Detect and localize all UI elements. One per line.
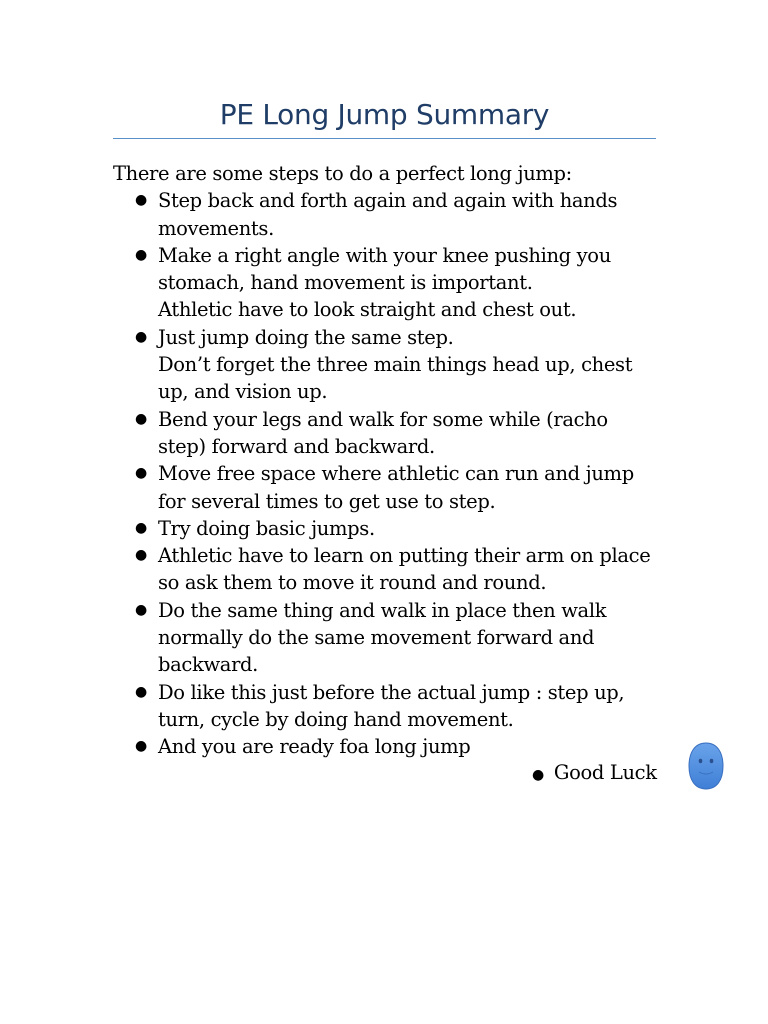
list-item-line: turn, cycle by doing hand movement. [158,707,514,731]
list-item-line: Just jump doing the same step. [158,325,454,349]
bullet-icon: ● [135,519,147,536]
list-item-line: Athletic have to learn on putting their arm on place [158,544,651,568]
closing-text: Good Luck [553,761,657,784]
bullet-icon: ● [135,738,147,755]
list-item-line: Don’t forget the three main things head up, chest [158,353,633,377]
bullet-icon: ● [135,246,147,263]
list-item-line: And you are ready foa long jump [158,735,471,759]
list-item-line: Do like this just before the actual jump : step up, [158,680,625,704]
list-item-line: Make a right angle with your knee pushing you [158,243,611,267]
bullet-icon: ● [135,601,147,618]
list-item [113,406,658,461]
list-item-line: Bend your legs and walk for some while (racho [158,407,608,431]
list-item [113,460,658,515]
intro-paragraph: There are some steps to do a perfect long jump: [113,162,572,185]
list-item [113,733,658,760]
document-body [113,160,658,761]
bullet-icon: ● [532,767,544,783]
list-item [113,324,658,406]
smiley-face-icon [688,742,724,790]
list-item-line: for several times to get use to step. [158,489,496,513]
list-item-line: Step back and forth again and again with hands [158,189,618,213]
list-item-line: up, and vision up. [158,380,328,404]
list-item-line: stomach, hand movement is important. [158,271,533,295]
bullet-icon: ● [135,192,147,209]
closing-line [520,759,656,789]
list-item-line: Move free space where athletic can run and jump [158,462,634,486]
list-item [113,542,658,597]
bullet-icon: ● [135,328,147,345]
bullet-icon: ● [135,465,147,482]
list-item [113,679,658,734]
list-item [113,242,658,324]
bullet-icon: ● [135,683,147,700]
list-item [113,515,658,542]
steps-list [113,187,658,760]
page-title: PE Long Jump Summary [219,98,550,131]
list-item-line: step) forward and backward. [158,434,435,458]
bullet-icon: ● [135,410,147,427]
list-item [113,597,658,679]
title-underline [113,138,656,139]
list-item-line: Do the same thing and walk in place then walk [158,598,607,622]
list-item-line: normally do the same movement forward and [158,626,595,650]
list-item [113,187,658,242]
list-item-line: movements. [158,216,274,240]
list-item-line: backward. [158,653,259,677]
list-item-line: Athletic have to look straight and chest out. [158,298,577,322]
bullet-icon: ● [135,547,147,564]
list-item-line: Try doing basic jumps. [158,516,375,540]
list-item-line: so ask them to move it round and round. [158,571,547,595]
